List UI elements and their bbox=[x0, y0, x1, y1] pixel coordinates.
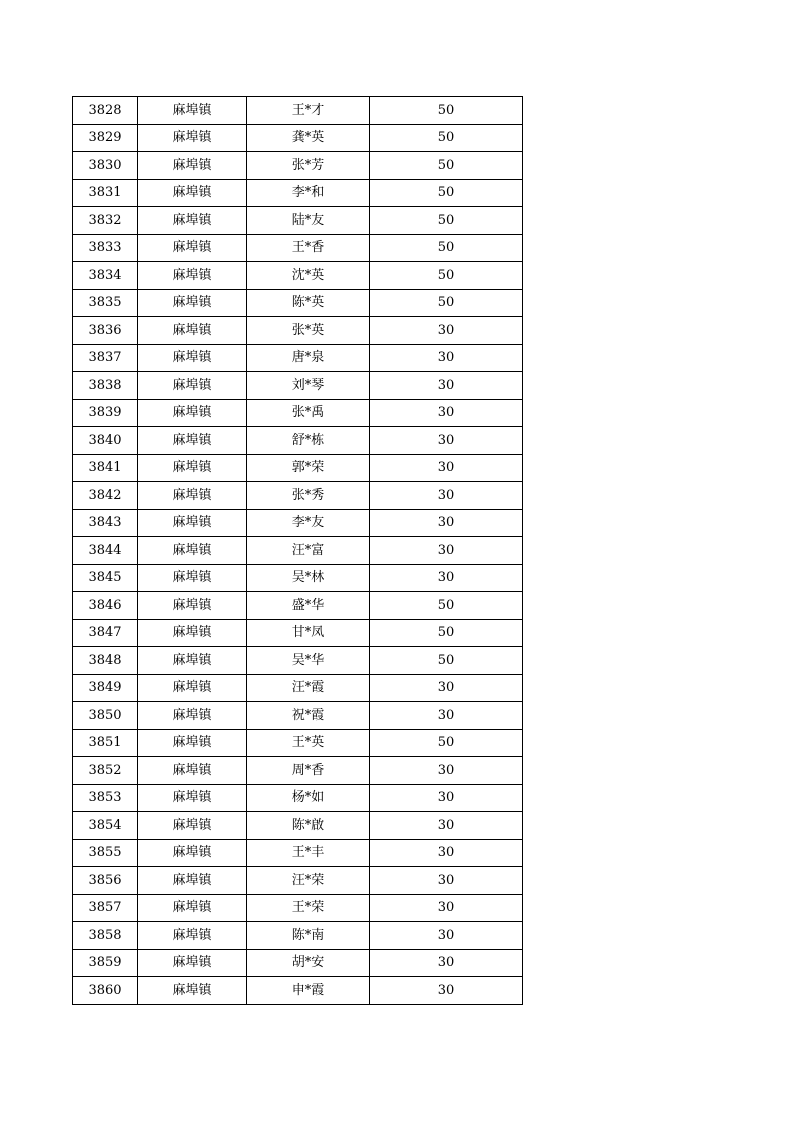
row-number-cell: 3850 bbox=[73, 702, 138, 730]
person-name-cell: 陈*英 bbox=[247, 289, 370, 317]
person-name-cell: 张*禹 bbox=[247, 399, 370, 427]
town-cell: 麻埠镇 bbox=[138, 867, 247, 895]
table-row bbox=[73, 289, 523, 317]
amount-cell: 30 bbox=[370, 922, 523, 950]
town-cell: 麻埠镇 bbox=[138, 839, 247, 867]
table-row bbox=[73, 592, 523, 620]
amount-cell: 30 bbox=[370, 372, 523, 400]
row-number-cell: 3837 bbox=[73, 344, 138, 372]
town-cell: 麻埠镇 bbox=[138, 344, 247, 372]
row-number-cell: 3839 bbox=[73, 399, 138, 427]
person-name-cell: 王*丰 bbox=[247, 839, 370, 867]
amount-cell: 50 bbox=[370, 262, 523, 290]
person-name-cell: 陆*友 bbox=[247, 207, 370, 235]
person-name-cell: 盛*华 bbox=[247, 592, 370, 620]
table-row bbox=[73, 784, 523, 812]
amount-cell: 30 bbox=[370, 674, 523, 702]
table-row bbox=[73, 509, 523, 537]
row-number-cell: 3845 bbox=[73, 564, 138, 592]
table-row bbox=[73, 399, 523, 427]
row-number-cell: 3858 bbox=[73, 922, 138, 950]
table-row bbox=[73, 537, 523, 565]
person-name-cell: 周*香 bbox=[247, 757, 370, 785]
table-row bbox=[73, 757, 523, 785]
town-cell: 麻埠镇 bbox=[138, 619, 247, 647]
table-row bbox=[73, 124, 523, 152]
amount-cell: 50 bbox=[370, 729, 523, 757]
table-row bbox=[73, 97, 523, 125]
row-number-cell: 3830 bbox=[73, 152, 138, 180]
person-name-cell: 汪*荣 bbox=[247, 867, 370, 895]
row-number-cell: 3856 bbox=[73, 867, 138, 895]
amount-cell: 50 bbox=[370, 124, 523, 152]
row-number-cell: 3848 bbox=[73, 647, 138, 675]
town-cell: 麻埠镇 bbox=[138, 592, 247, 620]
row-number-cell: 3843 bbox=[73, 509, 138, 537]
amount-cell: 30 bbox=[370, 839, 523, 867]
amount-cell: 50 bbox=[370, 207, 523, 235]
town-cell: 麻埠镇 bbox=[138, 97, 247, 125]
table-row bbox=[73, 427, 523, 455]
row-number-cell: 3832 bbox=[73, 207, 138, 235]
table-row bbox=[73, 922, 523, 950]
row-number-cell: 3831 bbox=[73, 179, 138, 207]
row-number-cell: 3852 bbox=[73, 757, 138, 785]
person-name-cell: 陈*啟 bbox=[247, 812, 370, 840]
town-cell: 麻埠镇 bbox=[138, 729, 247, 757]
table-row bbox=[73, 894, 523, 922]
person-name-cell: 王*荣 bbox=[247, 894, 370, 922]
person-name-cell: 张*秀 bbox=[247, 482, 370, 510]
amount-cell: 30 bbox=[370, 564, 523, 592]
town-cell: 麻埠镇 bbox=[138, 977, 247, 1005]
town-cell: 麻埠镇 bbox=[138, 482, 247, 510]
person-name-cell: 吴*林 bbox=[247, 564, 370, 592]
person-name-cell: 王*英 bbox=[247, 729, 370, 757]
amount-cell: 30 bbox=[370, 482, 523, 510]
row-number-cell: 3833 bbox=[73, 234, 138, 262]
person-name-cell: 沈*英 bbox=[247, 262, 370, 290]
table-row bbox=[73, 702, 523, 730]
row-number-cell: 3841 bbox=[73, 454, 138, 482]
amount-cell: 30 bbox=[370, 784, 523, 812]
town-cell: 麻埠镇 bbox=[138, 234, 247, 262]
town-cell: 麻埠镇 bbox=[138, 152, 247, 180]
table-row bbox=[73, 179, 523, 207]
row-number-cell: 3835 bbox=[73, 289, 138, 317]
person-name-cell: 舒*栋 bbox=[247, 427, 370, 455]
amount-cell: 30 bbox=[370, 454, 523, 482]
row-number-cell: 3842 bbox=[73, 482, 138, 510]
person-name-cell: 唐*泉 bbox=[247, 344, 370, 372]
town-cell: 麻埠镇 bbox=[138, 289, 247, 317]
person-name-cell: 李*友 bbox=[247, 509, 370, 537]
row-number-cell: 3847 bbox=[73, 619, 138, 647]
amount-cell: 30 bbox=[370, 537, 523, 565]
person-name-cell: 申*霞 bbox=[247, 977, 370, 1005]
amount-cell: 50 bbox=[370, 179, 523, 207]
table-row bbox=[73, 729, 523, 757]
table-row bbox=[73, 234, 523, 262]
town-cell: 麻埠镇 bbox=[138, 894, 247, 922]
table-row bbox=[73, 564, 523, 592]
table-row bbox=[73, 674, 523, 702]
row-number-cell: 3836 bbox=[73, 317, 138, 345]
amount-cell: 30 bbox=[370, 427, 523, 455]
amount-cell: 30 bbox=[370, 702, 523, 730]
table-row bbox=[73, 344, 523, 372]
table-row bbox=[73, 619, 523, 647]
person-name-cell: 杨*如 bbox=[247, 784, 370, 812]
row-number-cell: 3855 bbox=[73, 839, 138, 867]
table-body bbox=[73, 97, 523, 1005]
amount-cell: 50 bbox=[370, 234, 523, 262]
amount-cell: 30 bbox=[370, 509, 523, 537]
amount-cell: 50 bbox=[370, 152, 523, 180]
town-cell: 麻埠镇 bbox=[138, 509, 247, 537]
table-row bbox=[73, 372, 523, 400]
town-cell: 麻埠镇 bbox=[138, 454, 247, 482]
row-number-cell: 3834 bbox=[73, 262, 138, 290]
amount-cell: 30 bbox=[370, 867, 523, 895]
person-name-cell: 汪*富 bbox=[247, 537, 370, 565]
town-cell: 麻埠镇 bbox=[138, 647, 247, 675]
person-name-cell: 王*才 bbox=[247, 97, 370, 125]
town-cell: 麻埠镇 bbox=[138, 812, 247, 840]
town-cell: 麻埠镇 bbox=[138, 262, 247, 290]
town-cell: 麻埠镇 bbox=[138, 207, 247, 235]
table-row bbox=[73, 262, 523, 290]
person-name-cell: 祝*霞 bbox=[247, 702, 370, 730]
person-name-cell: 陈*南 bbox=[247, 922, 370, 950]
table-row bbox=[73, 867, 523, 895]
row-number-cell: 3851 bbox=[73, 729, 138, 757]
row-number-cell: 3838 bbox=[73, 372, 138, 400]
person-name-cell: 胡*安 bbox=[247, 949, 370, 977]
person-name-cell: 甘*凤 bbox=[247, 619, 370, 647]
amount-cell: 50 bbox=[370, 592, 523, 620]
row-number-cell: 3828 bbox=[73, 97, 138, 125]
row-number-cell: 3859 bbox=[73, 949, 138, 977]
town-cell: 麻埠镇 bbox=[138, 674, 247, 702]
row-number-cell: 3849 bbox=[73, 674, 138, 702]
town-cell: 麻埠镇 bbox=[138, 399, 247, 427]
amount-cell: 50 bbox=[370, 647, 523, 675]
town-cell: 麻埠镇 bbox=[138, 537, 247, 565]
person-name-cell: 李*和 bbox=[247, 179, 370, 207]
town-cell: 麻埠镇 bbox=[138, 757, 247, 785]
beneficiary-table bbox=[72, 96, 523, 1005]
town-cell: 麻埠镇 bbox=[138, 702, 247, 730]
amount-cell: 30 bbox=[370, 344, 523, 372]
row-number-cell: 3853 bbox=[73, 784, 138, 812]
person-name-cell: 张*芳 bbox=[247, 152, 370, 180]
table-row bbox=[73, 207, 523, 235]
town-cell: 麻埠镇 bbox=[138, 949, 247, 977]
table-row bbox=[73, 152, 523, 180]
table-row bbox=[73, 454, 523, 482]
town-cell: 麻埠镇 bbox=[138, 317, 247, 345]
town-cell: 麻埠镇 bbox=[138, 427, 247, 455]
table-row bbox=[73, 977, 523, 1005]
row-number-cell: 3829 bbox=[73, 124, 138, 152]
row-number-cell: 3860 bbox=[73, 977, 138, 1005]
town-cell: 麻埠镇 bbox=[138, 179, 247, 207]
town-cell: 麻埠镇 bbox=[138, 922, 247, 950]
amount-cell: 30 bbox=[370, 894, 523, 922]
person-name-cell: 汪*霞 bbox=[247, 674, 370, 702]
amount-cell: 50 bbox=[370, 619, 523, 647]
person-name-cell: 张*英 bbox=[247, 317, 370, 345]
person-name-cell: 吴*华 bbox=[247, 647, 370, 675]
amount-cell: 30 bbox=[370, 812, 523, 840]
row-number-cell: 3846 bbox=[73, 592, 138, 620]
row-number-cell: 3854 bbox=[73, 812, 138, 840]
person-name-cell: 王*香 bbox=[247, 234, 370, 262]
row-number-cell: 3840 bbox=[73, 427, 138, 455]
amount-cell: 30 bbox=[370, 399, 523, 427]
town-cell: 麻埠镇 bbox=[138, 124, 247, 152]
table-row bbox=[73, 317, 523, 345]
person-name-cell: 龚*英 bbox=[247, 124, 370, 152]
amount-cell: 30 bbox=[370, 977, 523, 1005]
amount-cell: 30 bbox=[370, 317, 523, 345]
table-row bbox=[73, 812, 523, 840]
table-row bbox=[73, 482, 523, 510]
table-row bbox=[73, 647, 523, 675]
table-row bbox=[73, 839, 523, 867]
person-name-cell: 刘*琴 bbox=[247, 372, 370, 400]
town-cell: 麻埠镇 bbox=[138, 564, 247, 592]
row-number-cell: 3844 bbox=[73, 537, 138, 565]
town-cell: 麻埠镇 bbox=[138, 372, 247, 400]
row-number-cell: 3857 bbox=[73, 894, 138, 922]
amount-cell: 50 bbox=[370, 289, 523, 317]
town-cell: 麻埠镇 bbox=[138, 784, 247, 812]
table-row bbox=[73, 949, 523, 977]
person-name-cell: 郭*荣 bbox=[247, 454, 370, 482]
amount-cell: 50 bbox=[370, 97, 523, 125]
amount-cell: 30 bbox=[370, 949, 523, 977]
amount-cell: 30 bbox=[370, 757, 523, 785]
